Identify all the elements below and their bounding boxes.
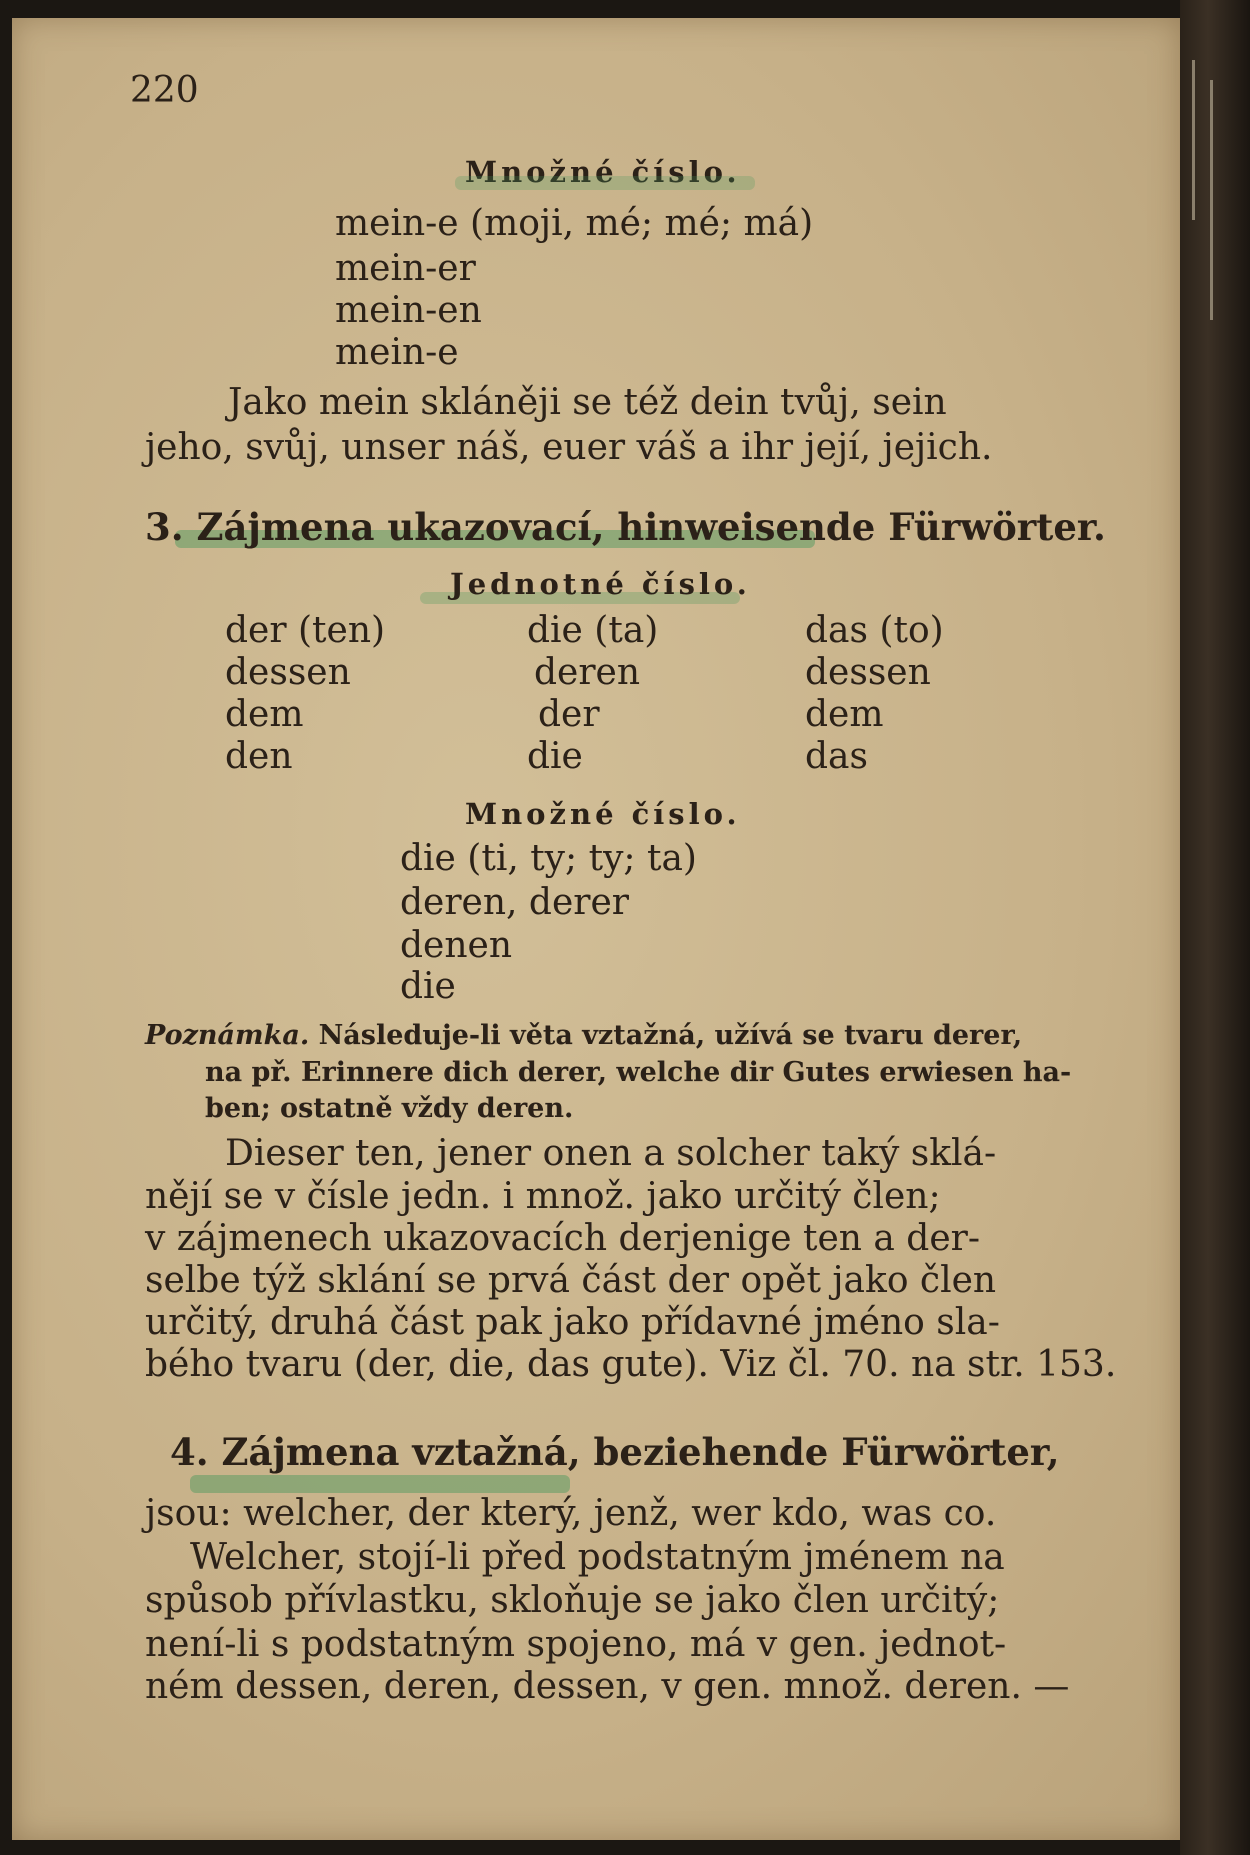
paragraph-line: v zájmenech ukazovacích derjenige ten a der- — [145, 1218, 981, 1259]
table-cell: dem — [225, 694, 304, 735]
paragraph-line: selbe týž sklání se prvá část der opět jako člen — [145, 1260, 997, 1301]
paragraph-line: jeho, svůj, unser náš, euer váš a ihr její, jejich. — [145, 427, 993, 468]
table-cell: dessen — [805, 652, 931, 693]
table-cell: dessen — [225, 652, 351, 693]
table-cell: deren — [534, 652, 641, 693]
highlight-mark — [190, 1475, 570, 1493]
note-label: Poznámka. — [145, 1020, 310, 1051]
declension-line: mein-e — [335, 332, 459, 373]
highlight-mark — [455, 176, 755, 190]
plural-heading: Množné číslo. — [465, 155, 741, 189]
table-cell: dem — [805, 694, 884, 735]
table-cell: das (to) — [805, 610, 944, 651]
section-title-3: 3. Zájmena ukazovací, hinweisende Fürwörter. — [145, 505, 1106, 549]
table-cell: die — [527, 736, 583, 777]
page-number: 220 — [130, 70, 199, 111]
paragraph-line: Welcher, stojí-li před podstatným jménem na — [190, 1537, 1005, 1578]
paragraph-line: Jako mein skláněji se též dein tvůj, sein — [228, 382, 947, 423]
note-line: ben; ostatně vždy deren. — [205, 1093, 574, 1124]
declension-line: denen — [400, 925, 513, 966]
paragraph-line: určitý, druhá část pak jako přídavné jméno sla- — [145, 1302, 1000, 1343]
paragraph-line: Dieser ten, jener onen a solcher taký sklá- — [225, 1133, 997, 1174]
declension-line: mein-en — [335, 290, 482, 331]
table-cell: das — [805, 736, 868, 777]
declension-line: mein-e (moji, mé; mé; má) — [335, 203, 814, 244]
paragraph-line: nějí se v čísle jedn. i množ. jako určitý člen; — [145, 1176, 941, 1217]
paragraph-line: spůsob přívlastku, skloňuje se jako člen určitý; — [145, 1580, 1000, 1621]
section-title-4: 4. Zájmena vztažná, beziehende Fürwörter, — [170, 1430, 1060, 1474]
plural-heading: Množné číslo. — [465, 797, 741, 831]
book-spine-edge — [1180, 0, 1250, 1855]
table-cell: die (ta) — [527, 610, 659, 651]
table-cell: der (ten) — [225, 610, 386, 651]
note-text: Následuje-li věta vztažná, užívá se tvaru derer, — [318, 1020, 1023, 1051]
table-cell: den — [225, 736, 293, 777]
table-cell: der — [538, 694, 600, 735]
note-line — [145, 1020, 1022, 1051]
paragraph-line: ném dessen, deren, dessen, v gen. množ. deren. — — [145, 1666, 1070, 1707]
note-line: na př. Erinnere dich derer, welche dir Gutes erwiesen ha- — [205, 1057, 1072, 1088]
edge-line — [1210, 80, 1213, 320]
edge-line — [1192, 60, 1195, 220]
paragraph-line: není-li s podstatným spojeno, má v gen. jednot- — [145, 1624, 1007, 1665]
paragraph-line: jsou: welcher, der který, jenž, wer kdo, was co. — [145, 1493, 997, 1534]
declension-line: mein-er — [335, 248, 476, 289]
declension-line: deren, derer — [400, 882, 630, 923]
singular-heading: Jednotné číslo. — [450, 567, 751, 601]
paragraph-line: bého tvaru (der, die, das gute). Viz čl. 70. na str. 153. — [145, 1344, 1117, 1385]
declension-line: die (ti, ty; ty; ta) — [400, 838, 697, 879]
declension-line: die — [400, 966, 456, 1007]
